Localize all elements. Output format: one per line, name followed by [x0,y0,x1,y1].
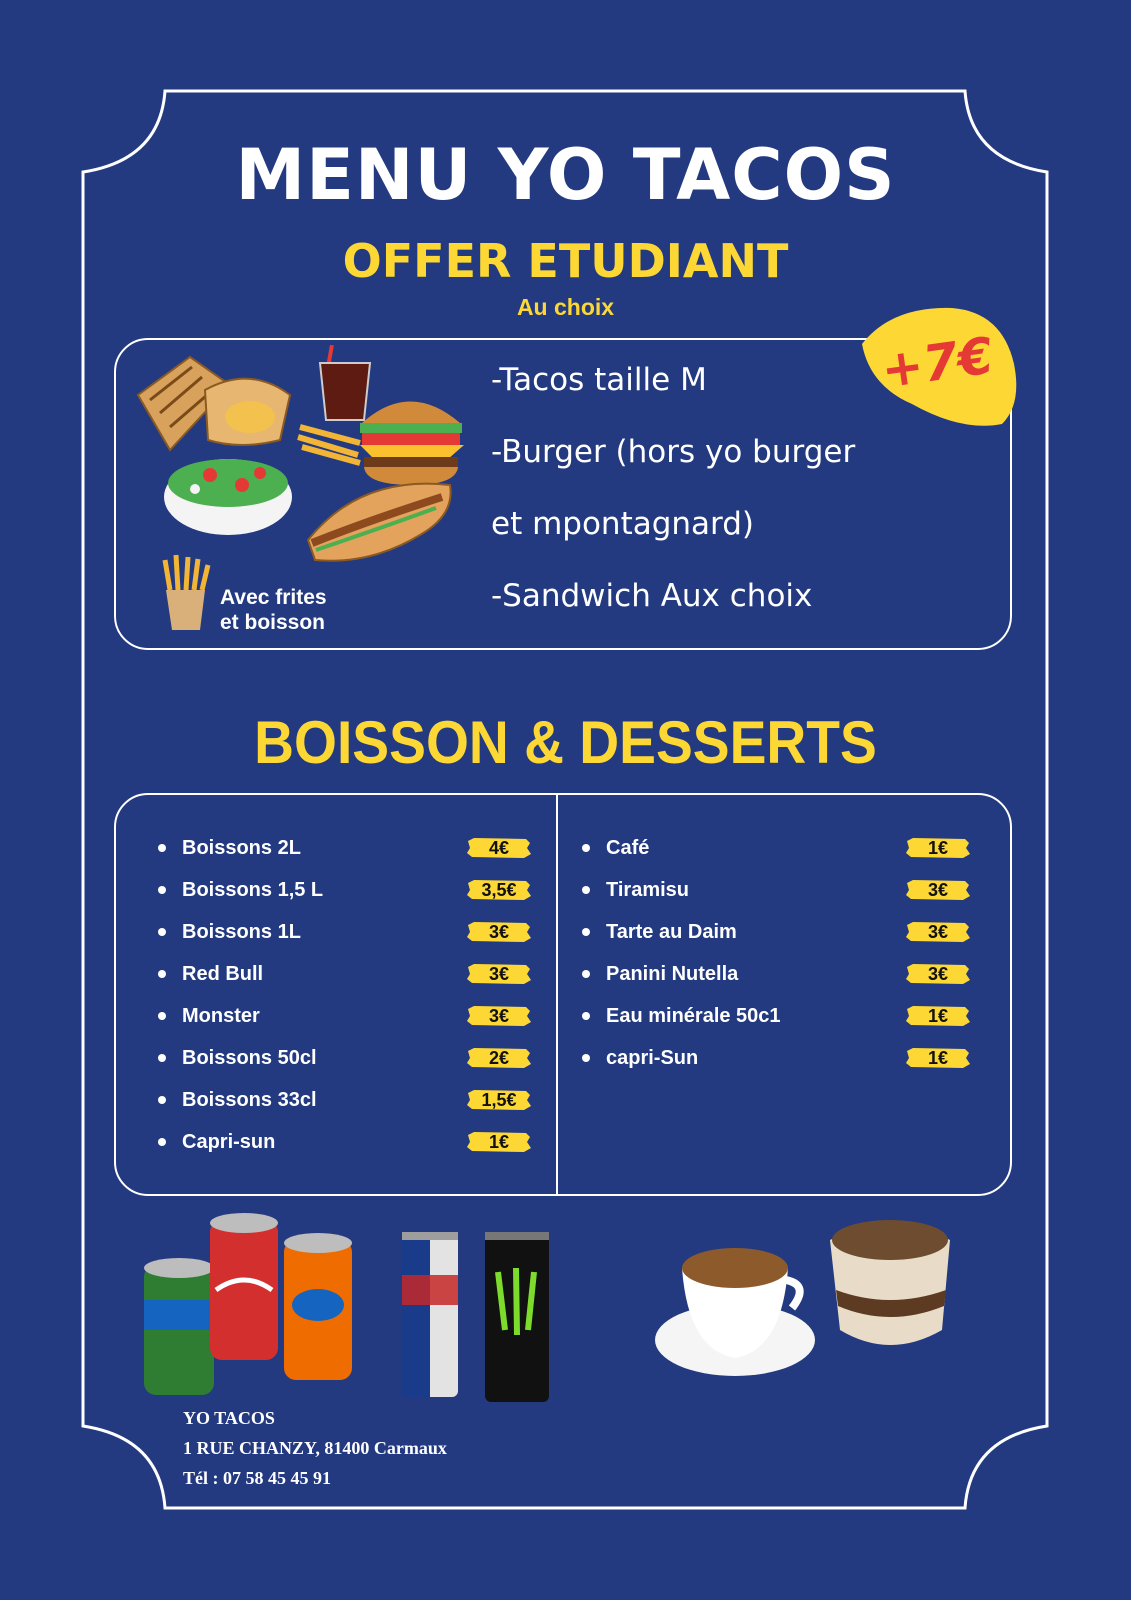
price-label: 4€ [488,837,510,858]
drink-cans-illustration [140,1210,570,1410]
price-label: 3€ [927,921,949,942]
menu-item [158,833,301,863]
price-label: 3€ [927,879,949,900]
menu-item-price [905,837,971,859]
price-label: 3€ [927,963,949,984]
bullet-icon [158,1138,166,1146]
price-label: 2€ [488,1047,510,1068]
offer-tagline: Au choix [516,294,615,320]
column-divider [556,793,558,1196]
menu-item-price [466,921,532,943]
menu-item-name: Café [606,836,650,859]
soda-cup-icon [320,345,370,420]
menu-item-name: Monster [182,1004,260,1027]
menu-item-name: Capri-sun [182,1130,276,1153]
section-title: BOISSON & DESSERTS [254,709,877,776]
menu-item [582,875,689,905]
monster-can-icon [485,1232,549,1402]
menu-item-price [905,921,971,943]
price-label: 1€ [927,837,949,858]
burger-icon [360,402,464,486]
price-label: 3€ [488,1005,510,1026]
coca-cola-can-icon [210,1213,278,1360]
red-bull-can-icon [402,1232,458,1397]
bullet-icon [158,886,166,894]
salad-icon [164,459,292,535]
bullet-icon [158,928,166,936]
bullet-icon [582,970,590,978]
menu-item [158,875,323,905]
menu-item-price [466,1005,532,1027]
menu-item-name: Panini Nutella [606,962,739,985]
bullet-icon [582,886,590,894]
menu-item [582,1043,698,1073]
menu-item [158,959,263,989]
menu-item [158,1127,275,1157]
price-label: 3€ [488,921,510,942]
offer-line: -Burger (hors yo burger [491,434,856,470]
bullet-icon [582,1012,590,1020]
menu-item [582,917,737,947]
menu-item-price [466,837,532,859]
menu-item-price [466,1131,532,1153]
footer-name: YO TACOS [183,1408,275,1428]
menu-item-name: Boissons 50cl [182,1046,317,1069]
menu-item-name: Boissons 2L [182,836,301,859]
bullet-icon [158,1012,166,1020]
menu-item-price [905,1005,971,1027]
menu-item-name: Eau minérale 50c1 [606,1004,781,1027]
menu-item-name: Tarte au Daim [606,920,737,943]
menu-item-price [905,1047,971,1069]
menu-item-price [466,1047,532,1069]
sprite-can-icon [144,1258,214,1395]
sandwich-icon [308,484,451,561]
menu-item [582,1001,781,1031]
bullet-icon [158,970,166,978]
bullet-icon [582,1054,590,1062]
fries-note-line-2: et boisson [220,611,326,634]
bullet-icon [158,1096,166,1104]
fries-note-line-1: Avec frites [220,586,327,609]
price-label: 1,5€ [481,1089,517,1110]
menu-item-price [466,963,532,985]
menu-item-name: Red Bull [182,962,264,985]
price-label: 1€ [927,1047,949,1068]
menu-item [158,1043,317,1073]
price-label: 1€ [927,1005,949,1026]
bullet-icon [582,928,590,936]
fries-cup-icon [165,555,208,630]
menu-item [582,959,738,989]
menu-item [158,1085,317,1115]
bullet-icon [158,1054,166,1062]
menu-item-price [905,963,971,985]
page-title: MENU YO TACOS [235,134,896,216]
menu-item-name: Boissons 1,5 L [182,878,324,901]
tiramisu-icon [830,1220,950,1345]
fanta-can-icon [284,1233,352,1380]
offer-price: +7€ [877,326,997,400]
wrap-icon [138,357,290,450]
footer-address: 1 RUE CHANZY, 81400 Carmaux [183,1438,447,1458]
menu-item-price [466,879,532,901]
menu-item [582,833,649,863]
offer-line: et mpontagnard) [491,506,755,542]
menu-item-name: Boissons 33cl [182,1088,317,1111]
price-label: 3,5€ [481,879,517,900]
fries-icon [298,427,360,463]
price-label: 1€ [488,1131,510,1152]
offer-subtitle: OFFER ETUDIANT [342,234,789,288]
menu-item-name: Boissons 1L [182,920,301,943]
menu-item [158,1001,260,1031]
menu-item-price [905,879,971,901]
offer-line: -Sandwich Aux choix [491,578,813,614]
fries-note [220,585,327,635]
menu-item-name: Tiramisu [606,878,689,901]
bullet-icon [582,844,590,852]
price-label: 3€ [488,963,510,984]
menu-item-price [466,1089,532,1111]
footer-phone: Tél : 07 58 45 45 91 [183,1468,331,1488]
coffee-cup-icon [655,1248,815,1376]
desserts-illustration [650,1210,980,1400]
bullet-icon [158,844,166,852]
menu-item-name: capri-Sun [606,1046,699,1069]
offer-line: -Tacos taille M [491,362,707,398]
menu-item [158,917,301,947]
